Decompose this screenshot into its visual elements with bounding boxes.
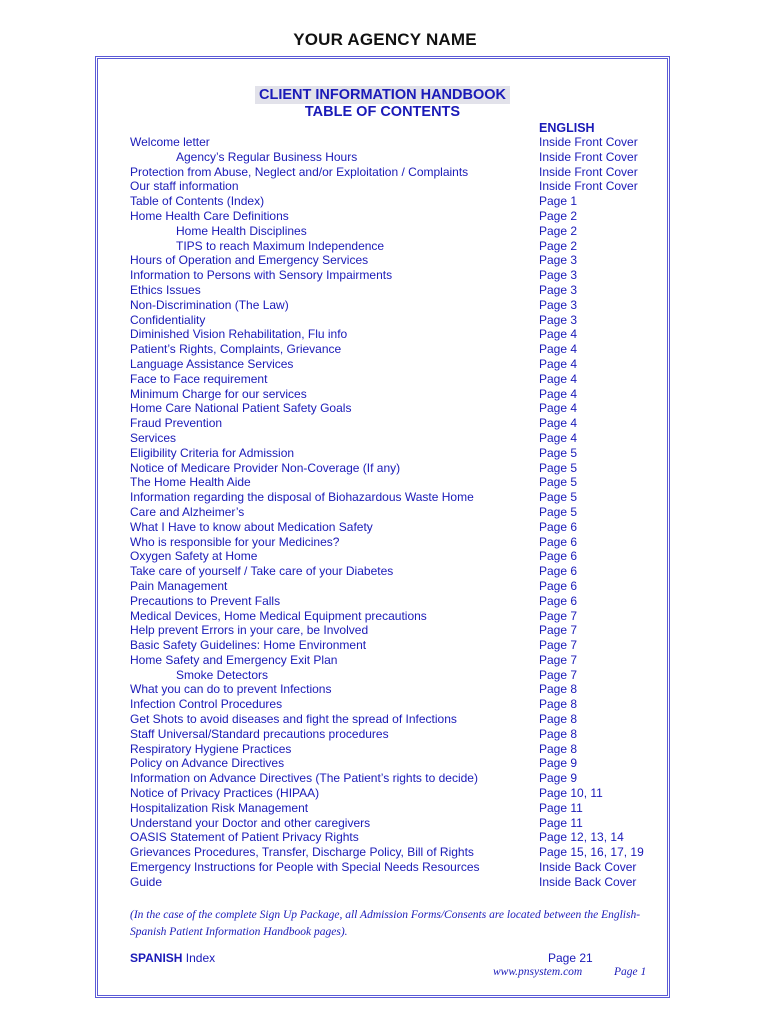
- toc-entry-page: Page 7: [539, 623, 578, 638]
- footer-url: www.pnsystem.com: [493, 966, 583, 978]
- toc-entry-page: Page 2: [539, 208, 578, 223]
- toc-entry-page: Page 6: [539, 549, 578, 564]
- toc-entry-title: Notice of Medicare Provider Non-Coverage (If any): [130, 460, 401, 475]
- toc-row: [130, 431, 660, 446]
- toc-entry-title: Our staff information: [130, 179, 239, 194]
- toc-entry-page: Page 6: [539, 519, 578, 534]
- toc-entry-page: Page 5: [539, 475, 578, 490]
- toc-row: [130, 490, 660, 505]
- toc-row: [130, 194, 660, 209]
- toc-entry-title: Emergency Instructions for People with Special Needs Resources: [130, 860, 480, 875]
- toc-entry-title: Guide: [130, 874, 163, 889]
- toc-entry-page: Page 4: [539, 430, 578, 445]
- handbook-title-text: CLIENT INFORMATION HANDBOOK: [255, 86, 510, 104]
- toc-row: [130, 594, 660, 609]
- toc-entry-title: Home Care National Patient Safety Goals: [130, 401, 352, 416]
- toc-row: [130, 771, 660, 786]
- toc-title: TABLE OF CONTENTS: [304, 104, 461, 120]
- toc-entry-page: Page 7: [539, 667, 578, 682]
- toc-row: [130, 712, 660, 727]
- toc-entry-page: Page 6: [539, 593, 578, 608]
- toc-row: [130, 179, 660, 194]
- toc-row: [130, 268, 660, 283]
- toc-entry-title: What you can do to prevent Infections: [130, 682, 332, 697]
- toc-entry-title: Eligibility Criteria for Admission: [130, 445, 295, 460]
- toc-row: [130, 283, 660, 298]
- toc-row: [130, 801, 660, 816]
- toc-row: [130, 549, 660, 564]
- toc-row: [130, 742, 660, 757]
- spanish-label-bold: SPANISH: [130, 951, 183, 965]
- toc-entry-title: Get Shots to avoid diseases and fight the spread of Infections: [130, 712, 457, 727]
- toc-row: [130, 727, 660, 742]
- toc-entry-page: Page 4: [539, 342, 578, 357]
- toc-entry-page: Page 3: [539, 312, 578, 327]
- toc-row: [130, 253, 660, 268]
- sign-up-note: (In the case of the complete Sign Up Package, all Admission Forms/Consents are located between the English-Spanish Patient Information Handbook pages).: [130, 909, 641, 938]
- toc-entry-page: Page 6: [539, 534, 578, 549]
- toc-row: [130, 860, 660, 875]
- toc-entry-title: Table of Contents (Index): [130, 194, 265, 209]
- toc-row: [130, 505, 660, 520]
- toc-row: [130, 638, 660, 653]
- toc-entry-title: Infection Control Procedures: [130, 697, 283, 712]
- toc-entry-page: Page 9: [539, 756, 578, 771]
- toc-entry-page: Inside Back Cover: [539, 874, 637, 889]
- toc-entry-page: Page 6: [539, 564, 578, 579]
- toc-entry-page: Page 4: [539, 327, 578, 342]
- toc-entry-page: Page 5: [539, 504, 578, 519]
- toc-entry-page: Page 7: [539, 652, 578, 667]
- footer-page-number: Page 1: [614, 966, 647, 978]
- toc-row: [130, 165, 660, 180]
- spanish-label-rest: Index: [182, 951, 216, 965]
- toc-entry-page: Page 8: [539, 697, 578, 712]
- toc-entry-page: Page 11: [539, 815, 583, 830]
- toc-entry-page: Page 8: [539, 682, 578, 697]
- toc-row: [130, 239, 660, 254]
- toc-row: [130, 535, 660, 550]
- toc-entry-page: Page 8: [539, 726, 578, 741]
- toc-row: [130, 875, 660, 890]
- toc-row: [130, 609, 660, 624]
- toc-entry-page: Page 3: [539, 268, 578, 283]
- toc-row: [130, 209, 660, 224]
- toc-entry-title: Confidentiality: [130, 312, 206, 327]
- toc-entry-title: Non-Discrimination (The Law): [130, 297, 289, 312]
- toc-entry-title: Pain Management: [130, 578, 228, 593]
- spanish-index-label: [130, 951, 215, 965]
- toc-row: [130, 135, 660, 150]
- toc-entry-title: Precautions to Prevent Falls: [130, 593, 281, 608]
- toc-row: [130, 845, 660, 860]
- toc-row: [130, 461, 660, 476]
- toc-entry-page: Page 4: [539, 401, 578, 416]
- toc-row: [130, 298, 660, 313]
- toc-entry-title: Respiratory Hygiene Practices: [130, 741, 292, 756]
- toc-entry-title: Home Safety and Emergency Exit Plan: [130, 652, 338, 667]
- toc-entry-page: Inside Front Cover: [539, 179, 638, 194]
- toc-row: [130, 668, 660, 683]
- toc-entry-page: Page 4: [539, 371, 578, 386]
- toc-row: [130, 786, 660, 801]
- toc-entry-page: Page 3: [539, 297, 578, 312]
- toc-entry-page: Page 5: [539, 490, 578, 505]
- toc-entry-title: Hospitalization Risk Management: [130, 800, 309, 815]
- toc-entry-title: The Home Health Aide: [130, 475, 251, 490]
- toc-row: [130, 372, 660, 387]
- toc-entry-page: Page 2: [539, 223, 578, 238]
- toc-row: [130, 446, 660, 461]
- toc-entry-title: Language Assistance Services: [130, 356, 294, 371]
- toc-row: [130, 579, 660, 594]
- toc-entry-title: Smoke Detectors: [176, 667, 269, 682]
- toc-row: [130, 682, 660, 697]
- toc-entry-title: Protection from Abuse, Neglect and/or Exploitation / Complaints: [130, 164, 469, 179]
- toc-entry-page: Page 5: [539, 460, 578, 475]
- toc-entry-title: TIPS to reach Maximum Independence: [176, 238, 385, 253]
- toc-row: [130, 697, 660, 712]
- toc-entry-page: Page 5: [539, 445, 578, 460]
- toc-entry-page: Inside Front Cover: [539, 164, 638, 179]
- toc-entry-page: Page 15, 16, 17, 19: [539, 845, 644, 860]
- toc-entry-title: Notice of Privacy Practices (HIPAA): [130, 786, 320, 801]
- toc-entry-title: What I Have to know about Medication Safety: [130, 519, 373, 534]
- toc-row: [130, 756, 660, 771]
- toc-entry-title: Information regarding the disposal of Biohazardous Waste Home: [130, 490, 474, 505]
- toc-row: [130, 653, 660, 668]
- toc-entry-title: OASIS Statement of Patient Privacy Rights: [130, 830, 359, 845]
- toc-entry-title: Understand your Doctor and other caregivers: [130, 815, 371, 830]
- toc-entry-title: Help prevent Errors in your care, be Involved: [130, 623, 369, 638]
- toc-entry-page: Page 7: [539, 608, 578, 623]
- toc-row: [130, 564, 660, 579]
- toc-entry-title: Welcome letter: [130, 135, 210, 149]
- toc-entry-page: Page 8: [539, 712, 578, 727]
- toc-entry-page: Page 4: [539, 386, 578, 401]
- toc-entry-title: Patient’s Rights, Complaints, Grievance: [130, 342, 342, 357]
- toc-row: [130, 327, 660, 342]
- toc-entry-title: Care and Alzheimer’s: [130, 504, 245, 519]
- toc-entry-title: Agency’s Regular Business Hours: [176, 149, 358, 164]
- toc-entry-page: Page 6: [539, 578, 578, 593]
- toc-entry-page: Page 8: [539, 741, 578, 756]
- toc-entry-page: Page 7: [539, 638, 578, 653]
- toc-entry-page: Inside Front Cover: [539, 149, 638, 164]
- toc-entry-title: Medical Devices, Home Medical Equipment precautions: [130, 608, 427, 623]
- toc-entry-page: Page 2: [539, 238, 578, 253]
- toc-row: [130, 342, 660, 357]
- toc-entry-page: Page 3: [539, 253, 578, 268]
- toc-entry-title: Staff Universal/Standard precautions procedures: [130, 726, 389, 741]
- toc-entry-page: Page 9: [539, 771, 578, 786]
- toc-row: [130, 475, 660, 490]
- toc-entry-title: Information on Advance Directives (The Patient’s rights to decide): [130, 771, 478, 786]
- toc-entry-title: Take care of yourself / Take care of your Diabetes: [130, 564, 394, 579]
- toc-entry-title: Oxygen Safety at Home: [130, 549, 258, 564]
- toc-entry-title: Basic Safety Guidelines: Home Environment: [130, 638, 367, 653]
- toc-entry-title: Minimum Charge for our services: [130, 386, 307, 401]
- toc-entry-page: Inside Front Cover: [539, 135, 638, 149]
- handbook-title: [98, 86, 667, 104]
- toc-entry-title: Ethics Issues: [130, 282, 201, 297]
- toc-entry-title: Home Health Care Definitions: [130, 208, 289, 223]
- toc-row: [130, 150, 660, 165]
- toc-entry-title: Policy on Advance Directives: [130, 756, 285, 771]
- toc-row: [130, 387, 660, 402]
- toc-entry-page: Inside Back Cover: [539, 860, 637, 875]
- handbook-frame: [95, 56, 670, 998]
- toc-entry-page: Page 3: [539, 282, 578, 297]
- toc-list: [130, 135, 660, 890]
- toc-entry-title: Hours of Operation and Emergency Services: [130, 253, 369, 268]
- toc-entry-page: Page 4: [539, 416, 578, 431]
- toc-row: [130, 520, 660, 535]
- toc-entry-title: Who is responsible for your Medicines?: [130, 534, 340, 549]
- toc-entry-title: Face to Face requirement: [130, 371, 268, 386]
- toc-row: [130, 357, 660, 372]
- toc-row: [130, 830, 660, 845]
- spanish-index-page: Page 21: [548, 951, 593, 965]
- toc-entry-title: Services: [130, 430, 177, 445]
- toc-row: [130, 224, 660, 239]
- toc-entry-title: Diminished Vision Rehabilitation, Flu info: [130, 327, 348, 342]
- toc-row: [130, 401, 660, 416]
- english-column-header: ENGLISH: [539, 121, 595, 135]
- toc-entry-title: Home Health Disciplines: [176, 223, 307, 238]
- toc-entry-page: Page 12, 13, 14: [539, 830, 624, 845]
- toc-row: [130, 313, 660, 328]
- toc-entry-title: Information to Persons with Sensory Impairments: [130, 268, 393, 283]
- toc-entry-page: Page 11: [539, 800, 583, 815]
- toc-row: [130, 623, 660, 638]
- toc-entry-title: Fraud Prevention: [130, 416, 223, 431]
- toc-entry-title: Grievances Procedures, Transfer, Discharge Policy, Bill of Rights: [130, 845, 474, 860]
- toc-entry-page: Page 4: [539, 356, 578, 371]
- toc-entry-page: Page 1: [539, 194, 578, 209]
- toc-row: [130, 816, 660, 831]
- agency-name: YOUR AGENCY NAME: [293, 30, 477, 49]
- toc-entry-page: Page 10, 11: [539, 786, 603, 801]
- toc-row: [130, 416, 660, 431]
